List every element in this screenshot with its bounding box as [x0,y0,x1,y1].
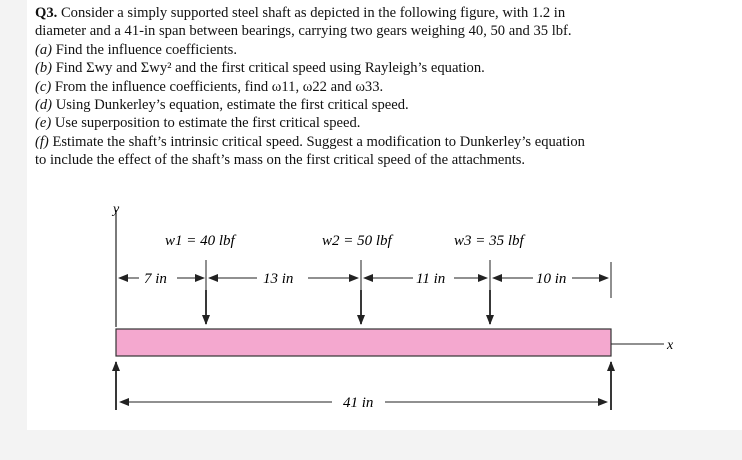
y-axis-label: y [113,202,120,217]
part-text: From the influence coefficients, find ω11, ω22 and ω33. [54,78,384,95]
part-label: (c) [35,78,52,95]
document-page [27,0,742,430]
part-text: Find the influence coefficients. [55,41,237,58]
load-label-w3: w3 = 35 lbf [454,233,524,249]
span-label-11in: 11 in [416,271,446,287]
part-a [35,41,735,59]
question-intro-line-1 [35,4,735,22]
part-label: (f) [35,133,49,150]
part-c [35,78,735,96]
part-d [35,96,735,114]
part-label: (a) [35,41,53,58]
part-label: (e) [35,115,52,132]
part-f-continued: to include the effect of the shaft’s mass on the first critical speed of the attachments. [35,152,526,169]
question-intro-line-2: diameter and a 41-in span between bearings, carrying two gears weighing 40, 50 and 35 lbf. [35,23,572,40]
total-span-label: 41 in [343,395,374,411]
shaft [116,329,611,356]
part-b [35,59,735,77]
part-e [35,114,735,132]
part-text: Using Dunkerley’s equation, estimate the first critical speed. [55,97,409,114]
shaft-figure [27,200,727,426]
part-text: Estimate the shaft’s intrinsic critical speed. Suggest a modification to Dunkerley’s equation [52,133,585,150]
span-label-10in: 10 in [536,271,567,287]
part-label: (b) [35,60,53,77]
span-label-7in: 7 in [144,271,167,287]
part-label: (d) [35,97,53,114]
part-text: Find Σwy and Σwy² and the first critical speed using Rayleigh’s equation. [55,60,485,77]
question-intro-text-1: Consider a simply supported steel shaft as depicted in the following figure, with 1.2 in [60,5,566,21]
part-text: Use superposition to estimate the first critical speed. [54,115,361,132]
question-number: Q3. [35,5,58,21]
question-text [35,4,735,170]
part-f [35,133,735,151]
x-axis-label: x [667,338,674,353]
span-label-13in: 13 in [263,271,294,287]
load-label-w1: w1 = 40 lbf [165,233,235,249]
load-label-w2: w2 = 50 lbf [322,233,392,249]
